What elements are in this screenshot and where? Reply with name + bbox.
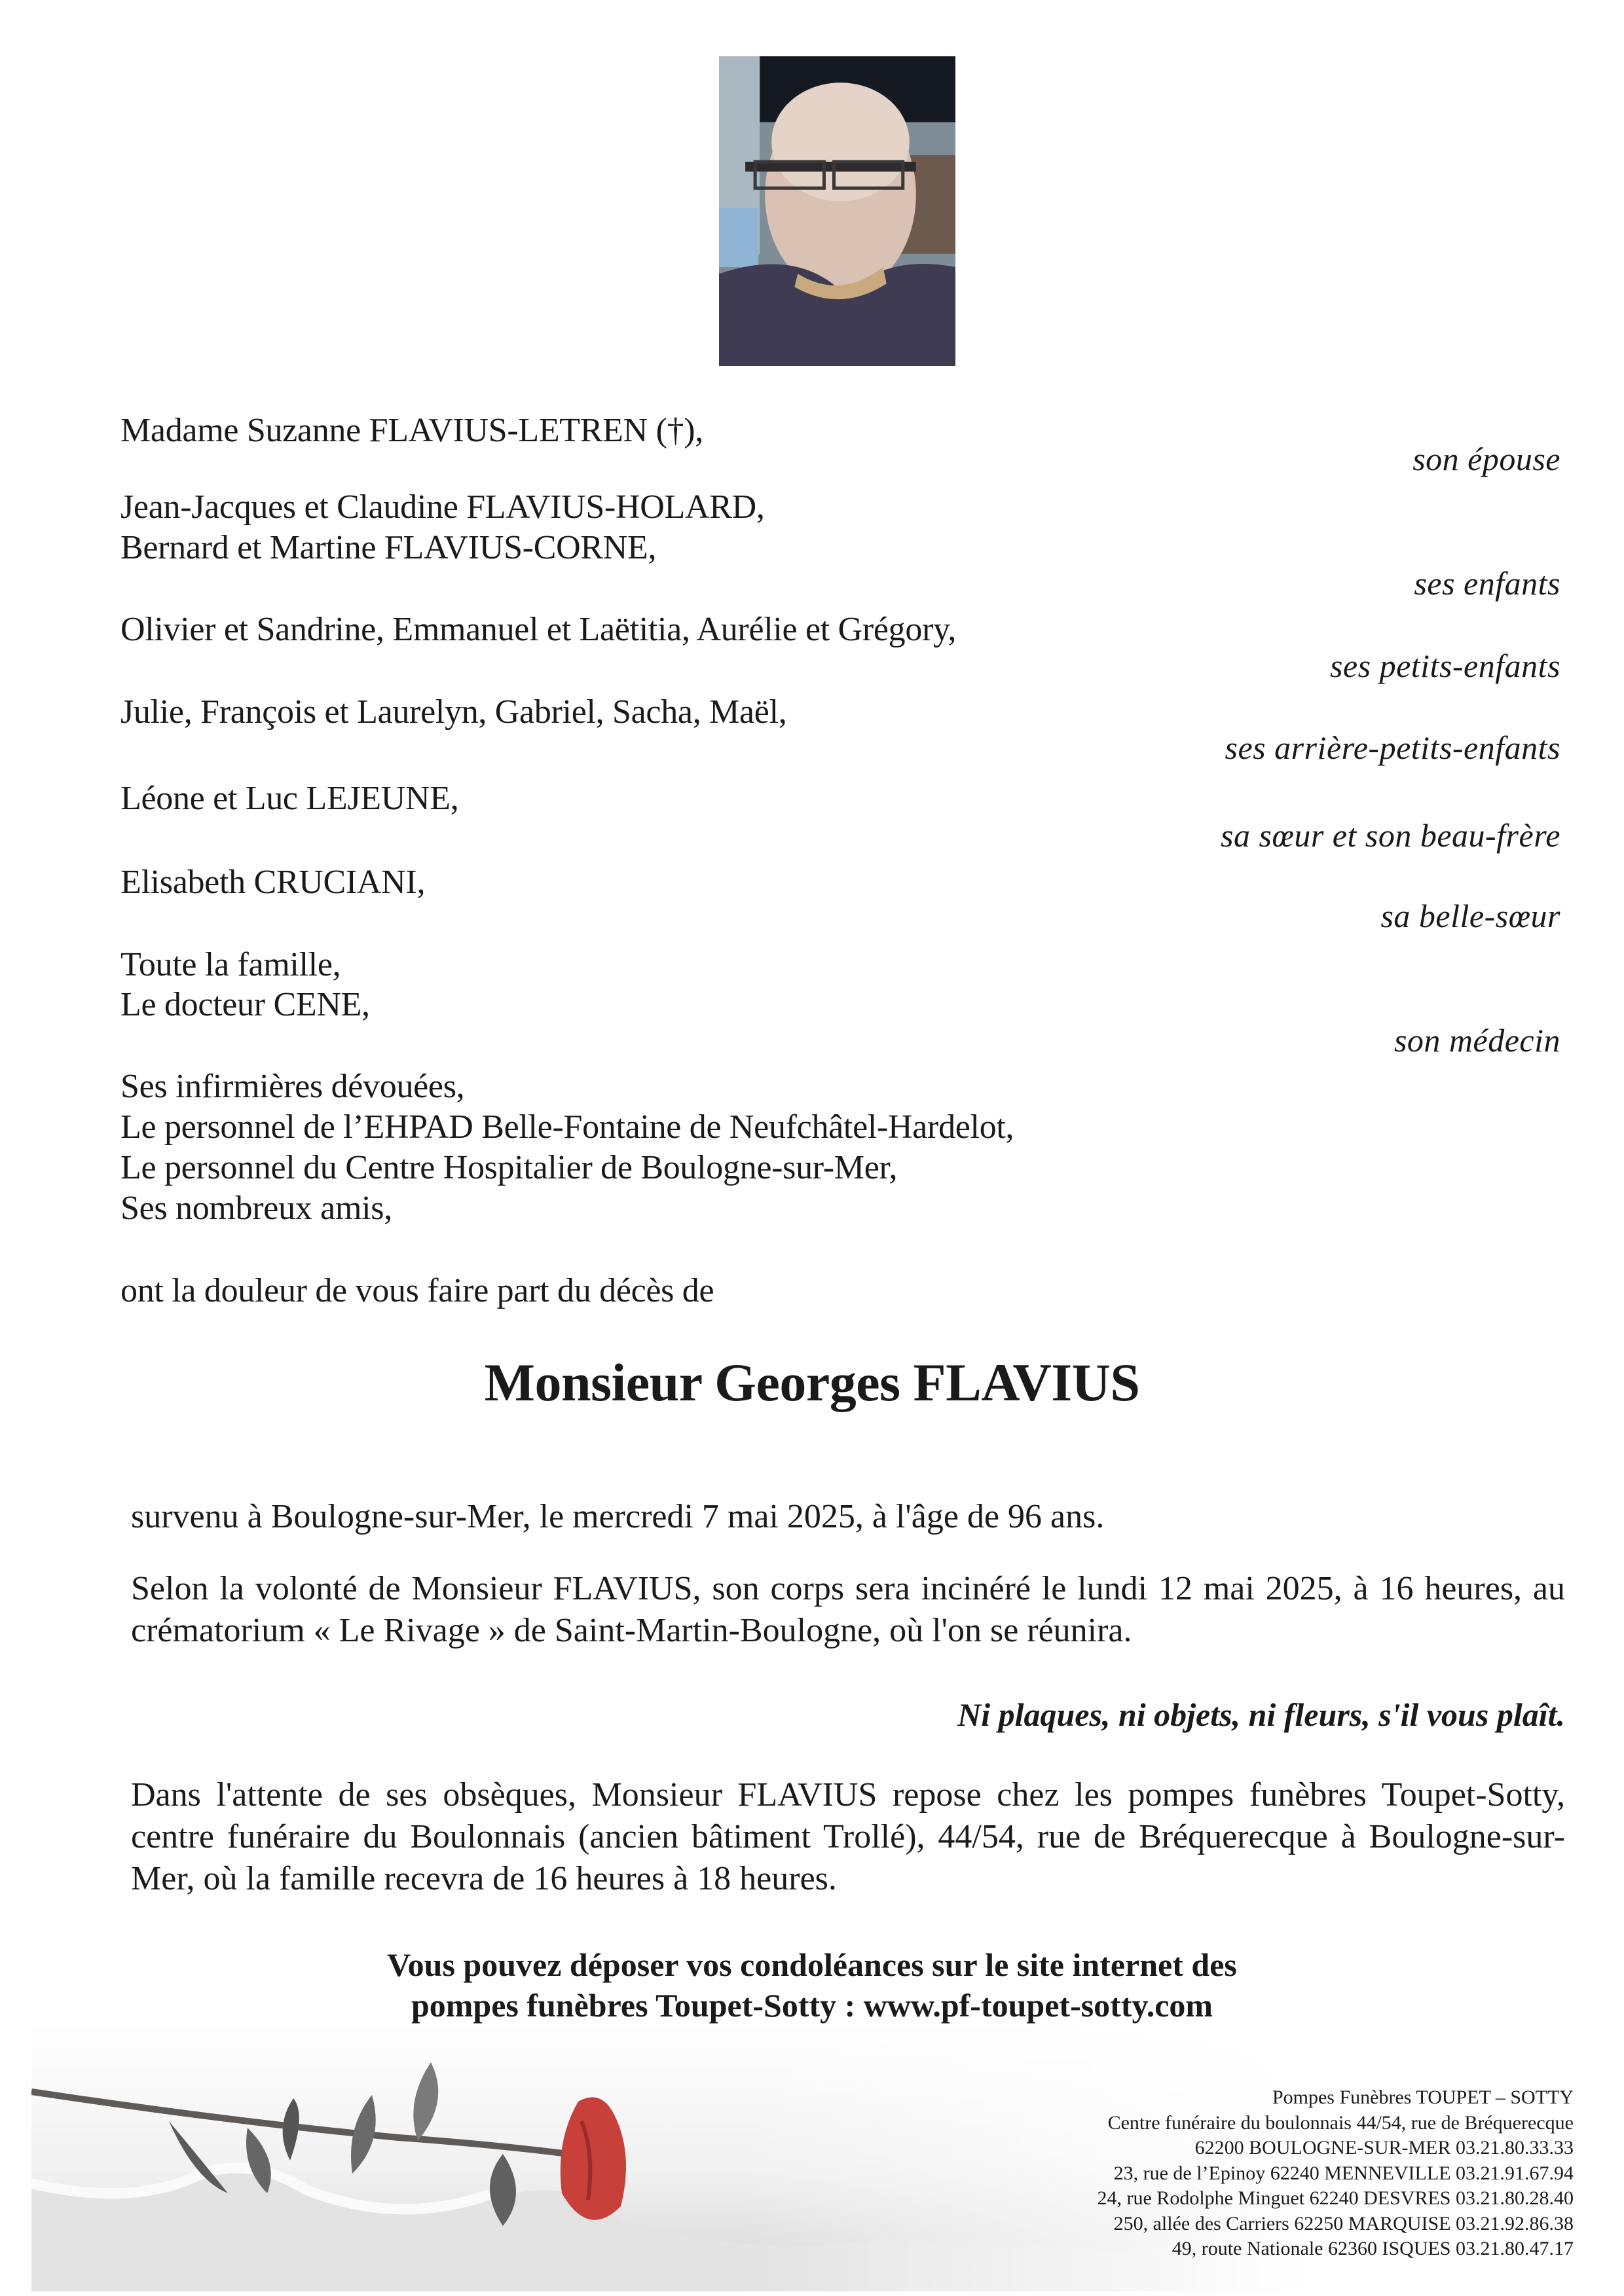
death-info-text: survenu à Boulogne-sur-Mer, le mercredi 7 mai 2025, à l'âge de 96 ans.	[131, 1498, 1105, 1535]
family-line-grandchildren: Olivier et Sandrine, Emmanuel et Laëtitia, Aurélie et Grégory,	[120, 611, 957, 648]
relation-sister-in-law: sa belle-sœur	[1380, 898, 1560, 934]
family-line-nurses: Ses infirmières dévouées,	[120, 1068, 465, 1105]
deceased-name-heading: Monsieur Georges FLAVIUS	[484, 1353, 1140, 1412]
condolences-notice	[0, 1944, 1624, 2026]
cremation-info-paragraph	[131, 1568, 1565, 1652]
funeral-home-footer	[1098, 2085, 1574, 2262]
footer-line-boulogne: 62200 BOULOGNE-SUR-MER 03.21.80.33.33	[1194, 2137, 1574, 2159]
no-flowers-notice: Ni plaques, ni objets, ni fleurs, s'il vous plaît.	[957, 1696, 1565, 1733]
footer-line-isques: 49, route Nationale 62360 ISQUES 03.21.80.47.17	[1172, 2238, 1574, 2259]
deceased-portrait-photo	[719, 56, 955, 366]
relation-grandchildren: ses petits-enfants	[1329, 647, 1560, 684]
footer-line-marquise: 250, allée des Carriers 62250 MARQUISE 03.21.92.86.38	[1113, 2212, 1574, 2234]
relation-doctor: son médecin	[1393, 1022, 1560, 1059]
family-line-sister-in-law: Elisabeth CRUCIANI,	[120, 864, 426, 901]
family-line-sister: Léone et Luc LEJEUNE,	[120, 780, 459, 817]
family-line-friends: Ses nombreux amis,	[120, 1190, 392, 1227]
relation-sister: sa sœur et son beau-frère	[1221, 817, 1560, 854]
death-info-paragraph	[131, 1496, 1565, 1538]
rest-info-paragraph	[131, 1774, 1565, 1900]
family-line-whole-family: Toute la famille,	[120, 946, 341, 983]
family-line-great-grandchildren: Julie, François et Laurelyn, Gabriel, Sacha, Maël,	[120, 693, 787, 731]
condolences-line-1: Vous pouvez déposer vos condoléances sur le site internet des	[387, 1946, 1237, 1983]
family-line-child-1: Jean-Jacques et Claudine FLAVIUS-HOLARD,	[120, 488, 765, 526]
relation-great-grandchildren: ses arrière-petits-enfants	[1225, 729, 1560, 766]
cremation-info-text: Selon la volonté de Monsieur FLAVIUS, son corps sera incinéré le lundi 12 mai 2025, à 16 heures, au crématorium « Le Rivage » de Saint-Martin-Boulogne, où l'on se réunira.	[131, 1570, 1565, 1649]
relation-spouse: son épouse	[1412, 441, 1560, 477]
rest-info-text: Dans l'attente de ses obsèques, Monsieur FLAVIUS repose chez les pompes funèbres Toupet-Sotty, centre funéraire du Boulonnais (ancien bâtiment Trollé), 44/54, rue de Bréquerecque à Boulogne-sur-Mer, où la famille recevra de 16 heures à 18 heures.	[131, 1776, 1565, 1897]
condolences-website-line[interactable]: pompes funèbres Toupet-Sotty : www.pf-toupet-sotty.com	[411, 1987, 1213, 2024]
announcement-text: ont la douleur de vous faire part du décès de	[120, 1272, 714, 1309]
family-line-hospital-staff: Le personnel du Centre Hospitalier de Boulogne-sur-Mer,	[120, 1149, 898, 1186]
footer-line-menneville: 23, rue de l’Epinoy 62240 MENNEVILLE 03.21.91.67.94	[1113, 2162, 1574, 2184]
family-line-doctor: Le docteur CENE,	[120, 986, 370, 1023]
footer-company-name: Pompes Funèbres TOUPET – SOTTY	[1272, 2086, 1574, 2108]
relation-children: ses enfants	[1414, 565, 1560, 602]
footer-line-desvres: 24, rue Rodolphe Minguet 62240 DESVRES 03.21.80.28.40	[1097, 2187, 1574, 2209]
family-line-spouse: Madame Suzanne FLAVIUS-LETREN (†),	[120, 412, 703, 449]
footer-line-center: Centre funéraire du boulonnais 44/54, rue de Bréquerecque	[1107, 2111, 1574, 2134]
portrait-image-icon	[719, 56, 955, 366]
family-line-ehpad-staff: Le personnel de l’EHPAD Belle-Fontaine de Neufchâtel-Hardelot,	[120, 1108, 1014, 1146]
family-line-child-2: Bernard et Martine FLAVIUS-CORNE,	[120, 529, 657, 566]
